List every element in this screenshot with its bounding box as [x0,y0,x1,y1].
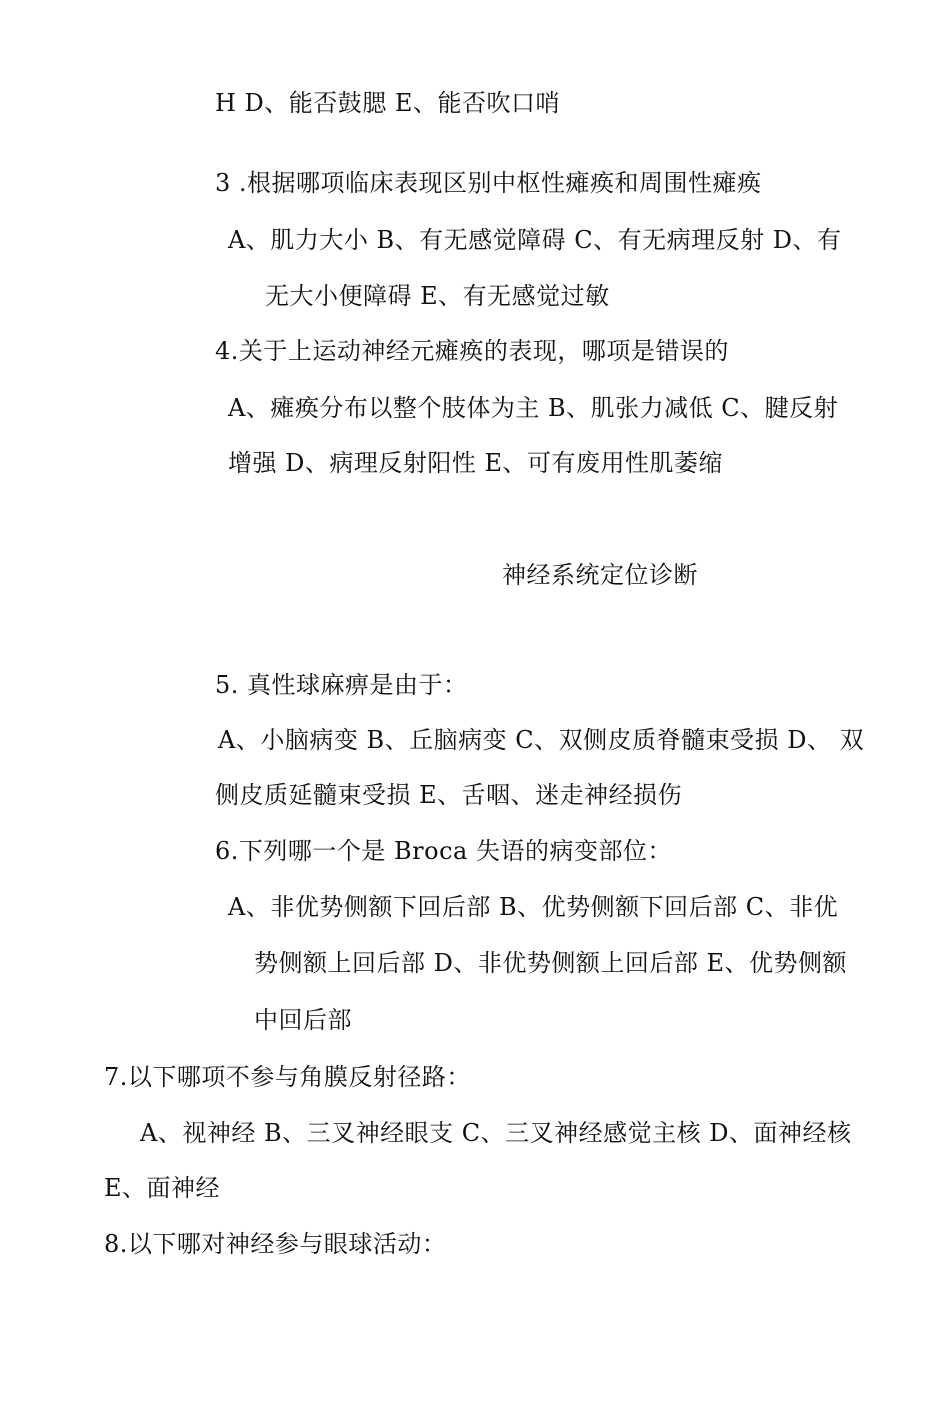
question-8: 8.以下哪对神经参与眼球活动： [104,1230,447,1258]
q6-options-line-1: A、非优势侧额下回后部 B、优势侧额下回后部 C、非优 [228,893,839,921]
question-3: 3 .根据哪项临床表现区别中枢性瘫痪和周围性瘫痪 [215,169,762,197]
q7-options-line-1: A、视神经 B、三叉神经眼支 C、三叉神经感觉主核 D、面神经核 [140,1119,852,1147]
q5-options-line-1: A、小脑病变 B、丘脑病变 C、双侧皮质脊髓束受损 D、 双 [218,726,865,754]
q3-options-line-2: 无大小便障碍 E、有无感觉过敏 [265,282,610,310]
q4-options-line-2: 增强 D、病理反射阳性 E、可有废用性肌萎缩 [228,449,724,477]
q2-options-tail: H D、能否鼓腮 E、能否吹口哨 [215,89,560,117]
q5-options-line-2: 侧皮质延髓束受损 E、舌咽、迷走神经损伤 [215,781,683,809]
q6-options-line-2: 势侧额上回后部 D、非优势侧额上回后部 E、优势侧额 [254,949,848,977]
question-5: 5. 真性球麻痹是由于： [215,671,468,699]
q7-options-line-2: E、面神经 [104,1174,221,1202]
question-4: 4.关于上运动神经元瘫痪的表现，哪项是错误的 [215,337,729,365]
q6-options-line-3: 中回后部 [254,1006,352,1034]
question-7: 7.以下哪项不参与角膜反射径路： [104,1063,471,1091]
section-heading: 神经系统定位诊断 [502,561,698,589]
q3-options-line-1: A、肌力大小 B、有无感觉障碍 C、有无病理反射 D、有 [228,226,842,254]
q4-options-line-1: A、瘫痪分布以整个肢体为主 B、肌张力减低 C、腱反射 [228,394,839,422]
question-6: 6.下列哪一个是 Broca 失语的病变部位： [215,837,672,865]
